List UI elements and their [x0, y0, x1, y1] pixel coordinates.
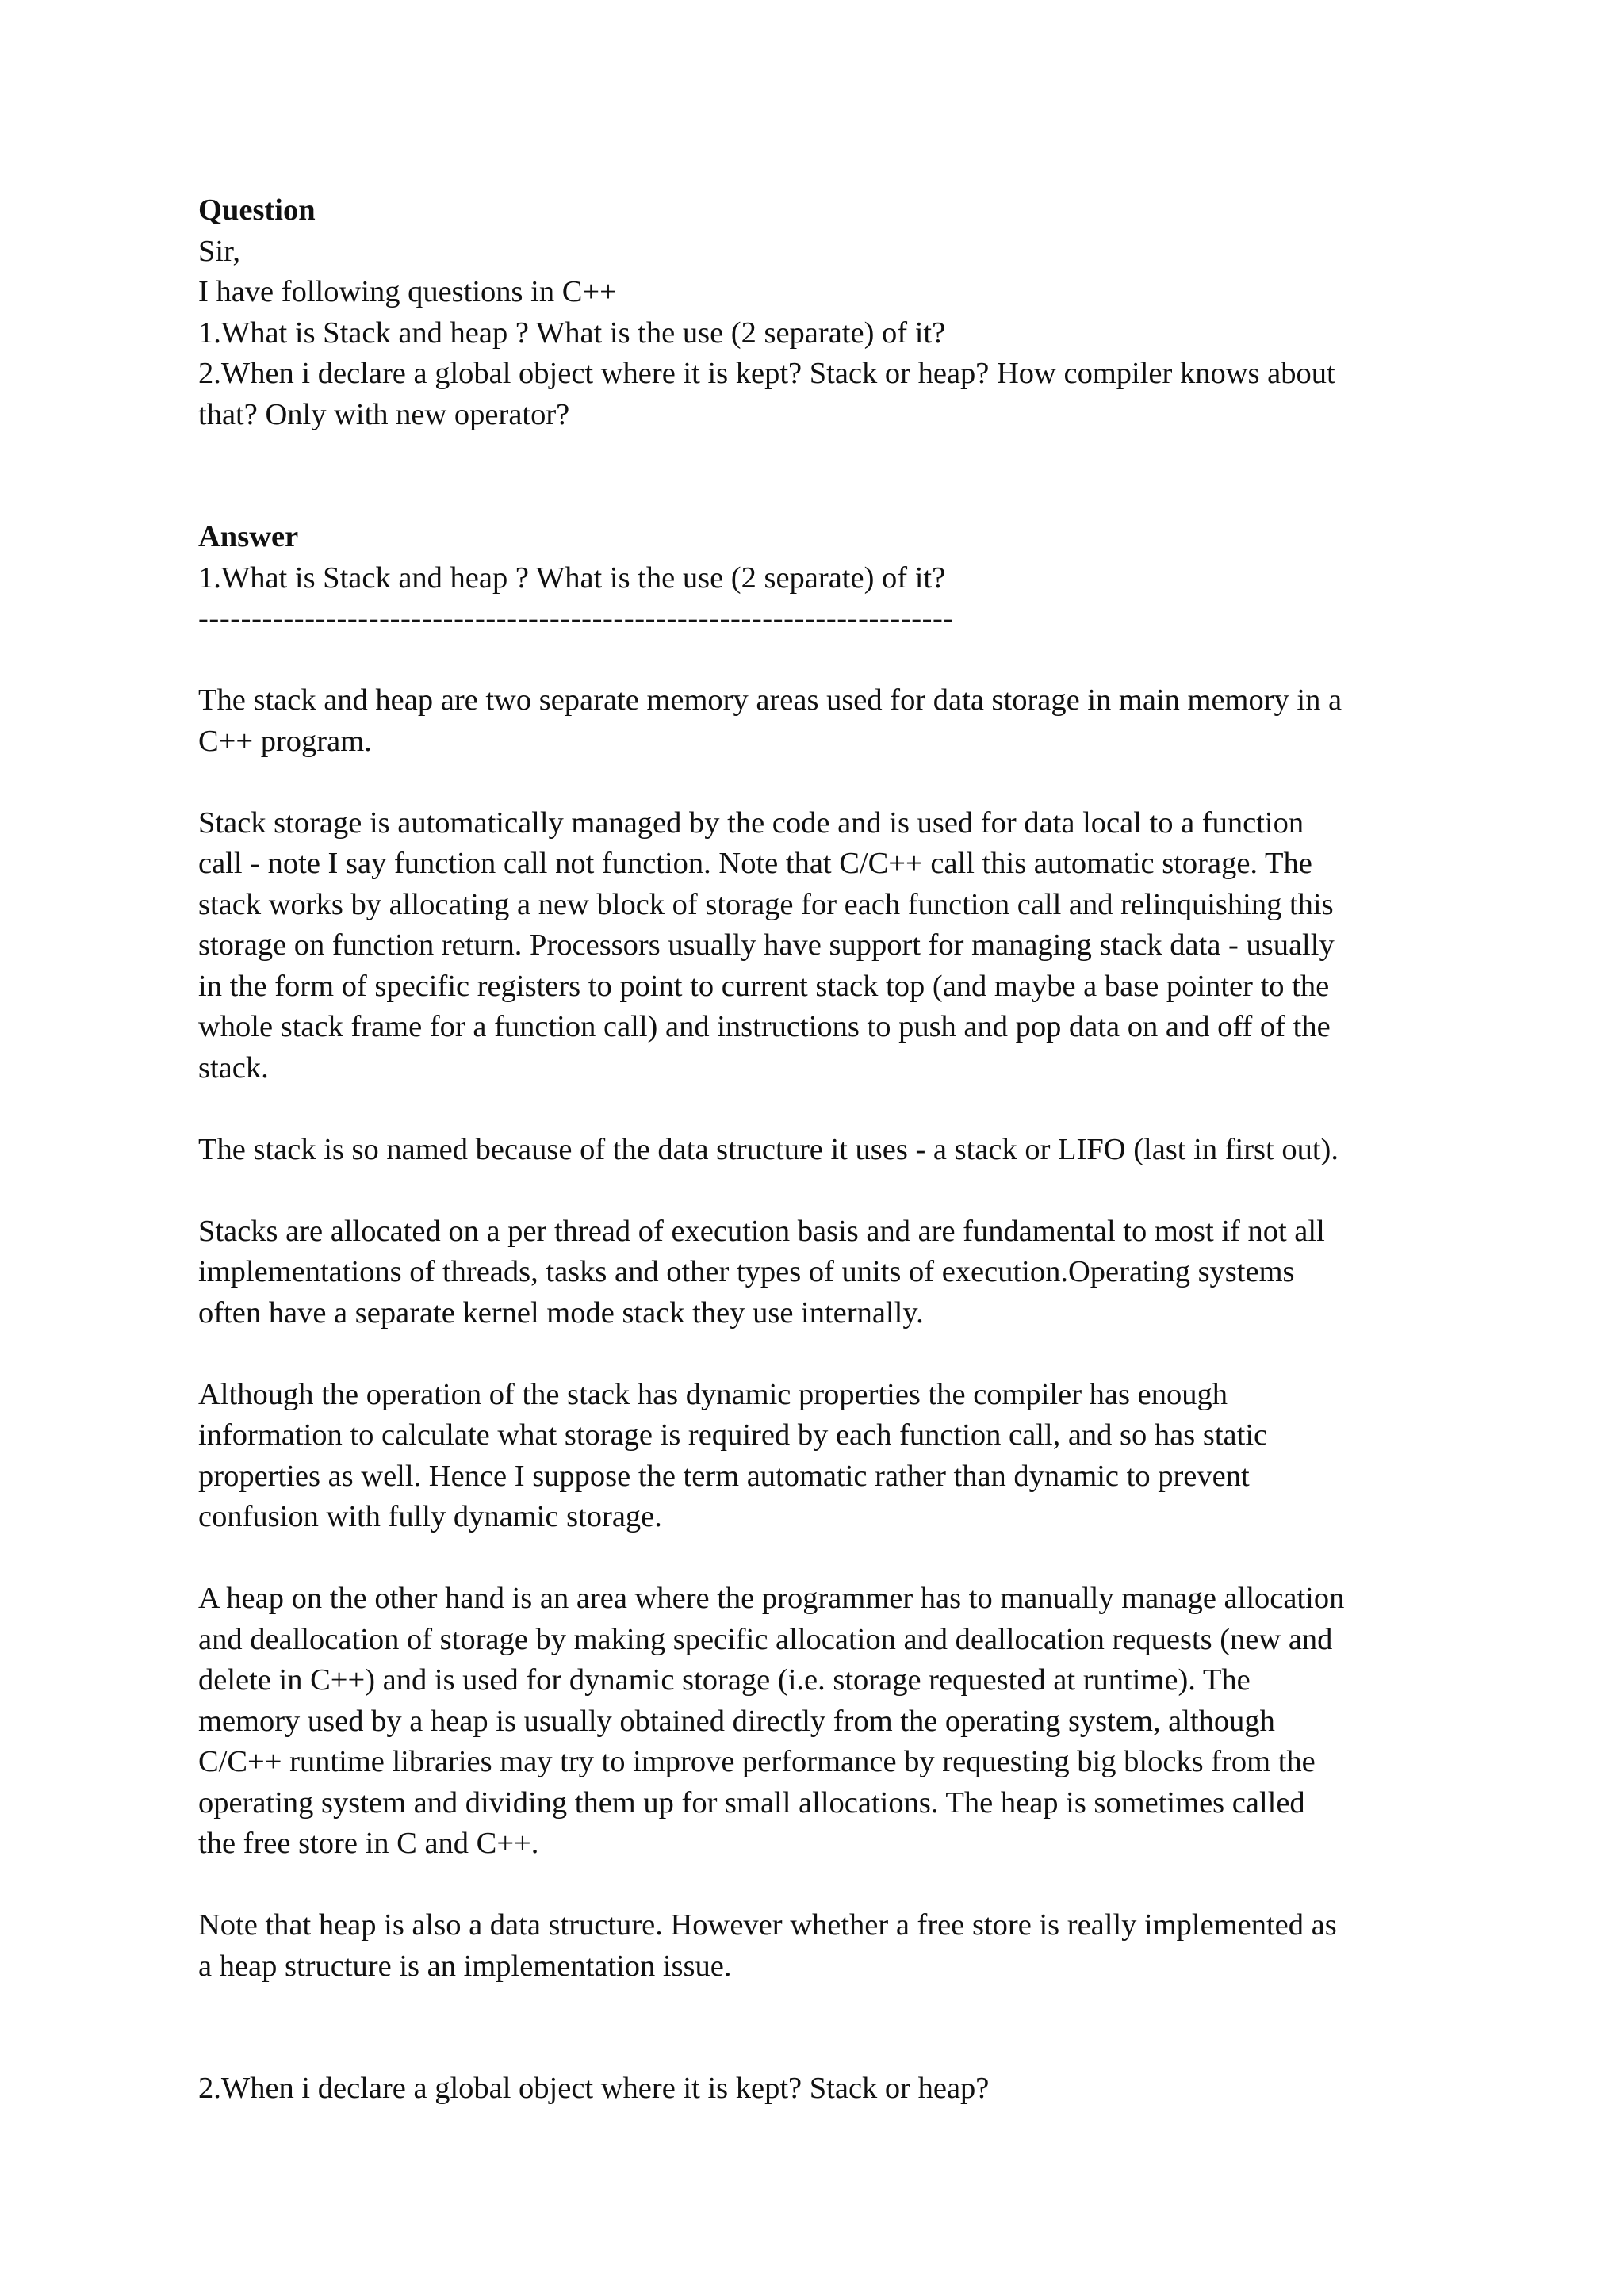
paragraph-line: implementations of threads, tasks and other types of units of execution.Operating systems — [198, 1255, 1295, 1288]
paragraph-stack-automatic — [198, 1375, 1443, 1538]
paragraph-line: A heap on the other hand is an area where the programmer has to manually manage allocation — [198, 1582, 1345, 1615]
paragraph-line: call - note I say function call not function. Note that C/C++ call this automatic storage. The — [198, 847, 1312, 880]
question-line-1: 1.What is Stack and heap ? What is the use (2 separate) of it? — [198, 316, 946, 350]
paragraph-line: Although the operation of the stack has dynamic properties the compiler has enough — [198, 1377, 1228, 1411]
paragraph-line: storage on function return. Processors usually have support for managing stack data - usually — [198, 928, 1335, 962]
paragraph-line: a heap structure is an implementation issue. — [198, 1949, 732, 1983]
paragraph-line: stack. — [198, 1050, 269, 1085]
paragraph-heap — [198, 1578, 1443, 1865]
question-line-intro: I have following questions in C++ — [198, 275, 617, 308]
paragraph-line: and deallocation of storage by making specific allocation and deallocation requests (new and — [198, 1622, 1333, 1656]
document-page — [198, 190, 1443, 2110]
answer-subquestion-1: 1.What is Stack and heap ? What is the use (2 separate) of it? — [198, 561, 946, 595]
paragraph-stack-name — [198, 1130, 1443, 1171]
paragraph-line: delete in C++) and is used for dynamic storage (i.e. storage requested at runtime). The — [198, 1663, 1251, 1697]
answer-heading: Answer — [198, 520, 299, 553]
paragraph-stack-heap-intro — [198, 680, 1443, 762]
paragraph-line: The stack is so named because of the data structure it uses - a stack or LIFO (last in first out). — [198, 1132, 1339, 1166]
paragraph-line: properties as well. Hence I suppose the term automatic rather than dynamic to prevent — [198, 1459, 1250, 1493]
paragraph-line: C/C++ runtime libraries may try to improve performance by requesting big blocks from the — [198, 1745, 1316, 1778]
paragraph-line: Stack storage is automatically managed by the code and is used for data local to a function — [198, 806, 1304, 840]
question-line-salutation: Sir, — [198, 234, 241, 268]
paragraph-heap-data-structure — [198, 1905, 1443, 1987]
paragraph-line: often have a separate kernel mode stack they use internally. — [198, 1295, 924, 1330]
paragraph-line: C++ program. — [198, 724, 372, 758]
paragraph-stack-threads — [198, 1211, 1443, 1334]
answer-subquestion-2: 2.When i declare a global object where it is kept? Stack or heap? — [198, 2072, 990, 2105]
paragraph-line: whole stack frame for a function call) and instructions to push and pop data on and off of the — [198, 1010, 1331, 1043]
paragraph-line: The stack and heap are two separate memory areas used for data storage in main memory in a — [198, 683, 1342, 717]
question-line-2: 2.When i declare a global object where it is kept? Stack or heap? How compiler knows about — [198, 357, 1335, 390]
paragraph-line: memory used by a heap is usually obtained directly from the operating system, although — [198, 1704, 1275, 1738]
paragraph-stack-storage — [198, 803, 1443, 1089]
paragraph-line: confusion with fully dynamic storage. — [198, 1500, 662, 1533]
question-heading: Question — [198, 193, 316, 227]
question-line-2-cont: that? Only with new operator? — [198, 397, 570, 431]
paragraph-line: operating system and dividing them up for small allocations. The heap is sometimes called — [198, 1785, 1305, 1820]
paragraph-line: stack works by allocating a new block of storage for each function call and relinquishing this — [198, 887, 1334, 921]
paragraph-line: the free store in C and C++. — [198, 1827, 539, 1860]
separator-line: ----------------------------------------------------------------------- — [198, 602, 954, 635]
paragraph-line: Note that heap is also a data structure. However whether a free store is really implemented as — [198, 1908, 1337, 1942]
paragraph-line: information to calculate what storage is required by each function call, and so has static — [198, 1418, 1268, 1452]
paragraph-line: Stacks are allocated on a per thread of execution basis and are fundamental to most if not all — [198, 1214, 1325, 1248]
paragraph-line: in the form of specific registers to point to current stack top (and maybe a base pointer to the — [198, 969, 1330, 1003]
